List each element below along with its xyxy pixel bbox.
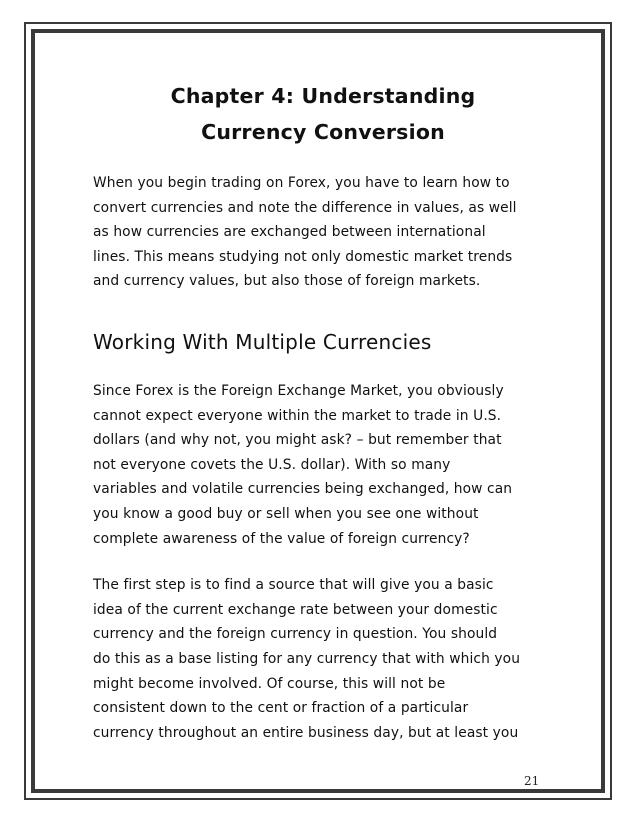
text-line: idea of the current exchange rate between your domestic [93,601,498,618]
chapter-title-line: Currency Conversion [201,120,445,144]
text-line: consistent down to the cent or fraction of a particular [93,700,469,717]
text-line: you know a good buy or sell when you see one without [93,505,479,522]
page-number: 21 [524,774,540,788]
text-line: complete awareness of the value of foreign currency? [93,530,470,547]
text-line: do this as a base listing for any currency that with which you [93,650,521,667]
paragraph-multiple-currencies [93,379,553,551]
text-line: and currency values, but also those of foreign markets. [93,273,481,290]
text-line: not everyone covets the U.S. dollar). With so many [93,456,451,473]
text-line: The first step is to find a source that will give you a basic [93,577,494,594]
text-line: lines. This means studying not only domestic market trends [93,248,513,265]
chapter-title-line: Chapter 4: Understanding [170,84,476,108]
text-line: as how currencies are exchanged between international [93,224,486,241]
text-line: dollars (and why not, you might ask? – but remember that [93,432,502,449]
text-line: convert currencies and note the difference in values, as well [93,199,517,216]
text-line: When you begin trading on Forex, you have to learn how to [93,175,510,191]
section-heading: Working With Multiple Currencies [93,329,432,354]
page-content [93,78,553,745]
text-line: might become involved. Of course, this will not be [93,675,446,692]
text-line: cannot expect everyone within the market to trade in U.S. [93,407,502,424]
text-line: variables and volatile currencies being exchanged, how can [93,481,513,498]
chapter-title [93,78,553,150]
text-line: currency and the foreign currency in question. You should [93,626,498,643]
text-line: currency throughout an entire business day, but at least you [93,724,519,741]
paragraph-intro [93,171,553,294]
text-line: Since Forex is the Foreign Exchange Market, you obviously [93,382,504,399]
paragraph-first-step [93,573,553,745]
